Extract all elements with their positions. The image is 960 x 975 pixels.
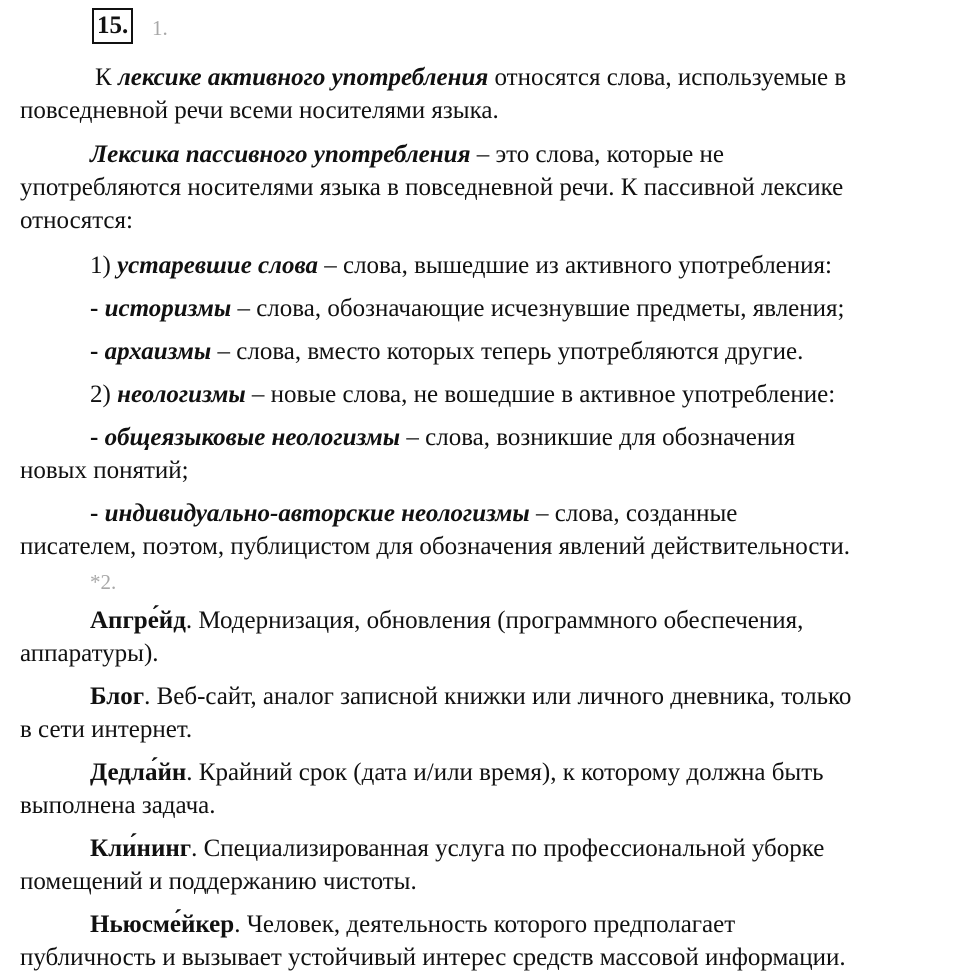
term-general-neologisms: общеязыковые неологизмы: [104, 424, 401, 451]
definition-upgrade: [20, 604, 945, 637]
list-item-historisms: [20, 292, 945, 325]
definition-newsmaker-line2: публичность и вызывает устойчивый интерес средств массовой информации.: [20, 944, 846, 971]
list-item-archaic: [20, 249, 945, 282]
list-item-5-dash: -: [90, 424, 105, 451]
definition-cleaning-text: . Специализированная услуга по профессиональной уборке: [191, 835, 825, 862]
definition-blog-text: . Веб-сайт, аналог записной книжки или личного дневника, только: [144, 683, 852, 710]
p1-pre: К: [95, 64, 118, 91]
definition-newsmaker: [20, 908, 945, 941]
term-author-neologisms: индивидуально-авторские неологизмы: [104, 500, 530, 527]
definition-deadline: [20, 756, 945, 789]
list-item-5-line2: новых понятий;: [20, 457, 189, 484]
term-newsmaker: Ньюсме́йкер: [90, 911, 235, 938]
term-archaic-words: устаревшие слова: [117, 252, 318, 279]
list-item-6-dash: -: [90, 500, 105, 527]
exercise-header: [20, 8, 945, 48]
definition-deadline-line2: выполнена задача.: [20, 792, 216, 819]
exercise-number: 15.: [92, 8, 133, 44]
p1-line2: повседневной речи всеми носителями языка.: [20, 97, 499, 124]
definition-blog-line2: в сети интернет.: [20, 716, 193, 743]
definition-deadline-text: . Крайний срок (дата и/или время), к которому должна быть: [186, 759, 824, 786]
list-item-2-text: – слова, обозначающие исчезнувшие предметы, явления;: [231, 295, 845, 322]
term-neologisms: неологизмы: [117, 381, 246, 408]
term-upgrade: Апгре́йд: [90, 607, 186, 634]
list-item-4-number: 2): [90, 381, 118, 408]
list-item-6-text: – слова, созданные: [529, 500, 738, 527]
list-item-general-neologisms: [20, 421, 945, 454]
term-archaisms: архаизмы: [104, 338, 212, 365]
paragraph-passive-lexicon: [20, 138, 945, 171]
definition-upgrade-line2: аппаратуры).: [20, 640, 159, 667]
subtask-2-label: *2.: [90, 570, 117, 594]
term-blog: Блог: [90, 683, 145, 710]
list-item-3-dash: -: [90, 338, 105, 365]
term-historisms: историзмы: [104, 295, 232, 322]
definition-upgrade-text: . Модернизация, обновления (программного обеспечения,: [185, 607, 804, 634]
subtask-1-label: 1.: [152, 16, 168, 40]
p1-line1-rest: относятся слова, используемые в: [488, 64, 847, 91]
definition-blog: [20, 680, 945, 713]
list-item-author-neologisms: [20, 497, 945, 530]
term-cleaning: Кли́нинг: [90, 835, 192, 862]
p2-line3: относятся:: [20, 207, 133, 234]
p2-line2: употребляются носителями языка в повседневной речи. К пассивной лексике: [20, 174, 844, 201]
document-page: [20, 8, 945, 974]
list-item-4-text: – новые слова, не вошедшие в активное употребление:: [245, 381, 836, 408]
definition-cleaning-line2: помещений и поддержанию чистоты.: [20, 868, 417, 895]
list-item-1-number: 1): [90, 252, 118, 279]
p2-line1-rest: – это слова, которые не: [470, 141, 724, 168]
list-item-5-text: – слова, возникшие для обозначения: [400, 424, 796, 451]
paragraph-active-lexicon: [20, 61, 945, 94]
list-item-2-dash: -: [90, 295, 105, 322]
term-passive-lexicon: Лексика пассивного употребления: [90, 141, 471, 168]
list-item-3-text: – слова, вместо которых теперь употребляются другие.: [211, 338, 804, 365]
definition-newsmaker-text: . Человек, деятельность которого предполагает: [234, 911, 736, 938]
list-item-6-line2: писателем, поэтом, публицистом для обозначения явлений действительности.: [20, 533, 850, 560]
term-deadline: Дедла́йн: [90, 759, 187, 786]
term-active-lexicon: лексике активного употребления: [117, 64, 489, 91]
list-item-neologisms: [20, 378, 945, 411]
definition-cleaning: [20, 832, 945, 865]
list-item-archaisms: [20, 335, 945, 368]
list-item-1-text: – слова, вышедшие из активного употребления:: [317, 252, 832, 279]
